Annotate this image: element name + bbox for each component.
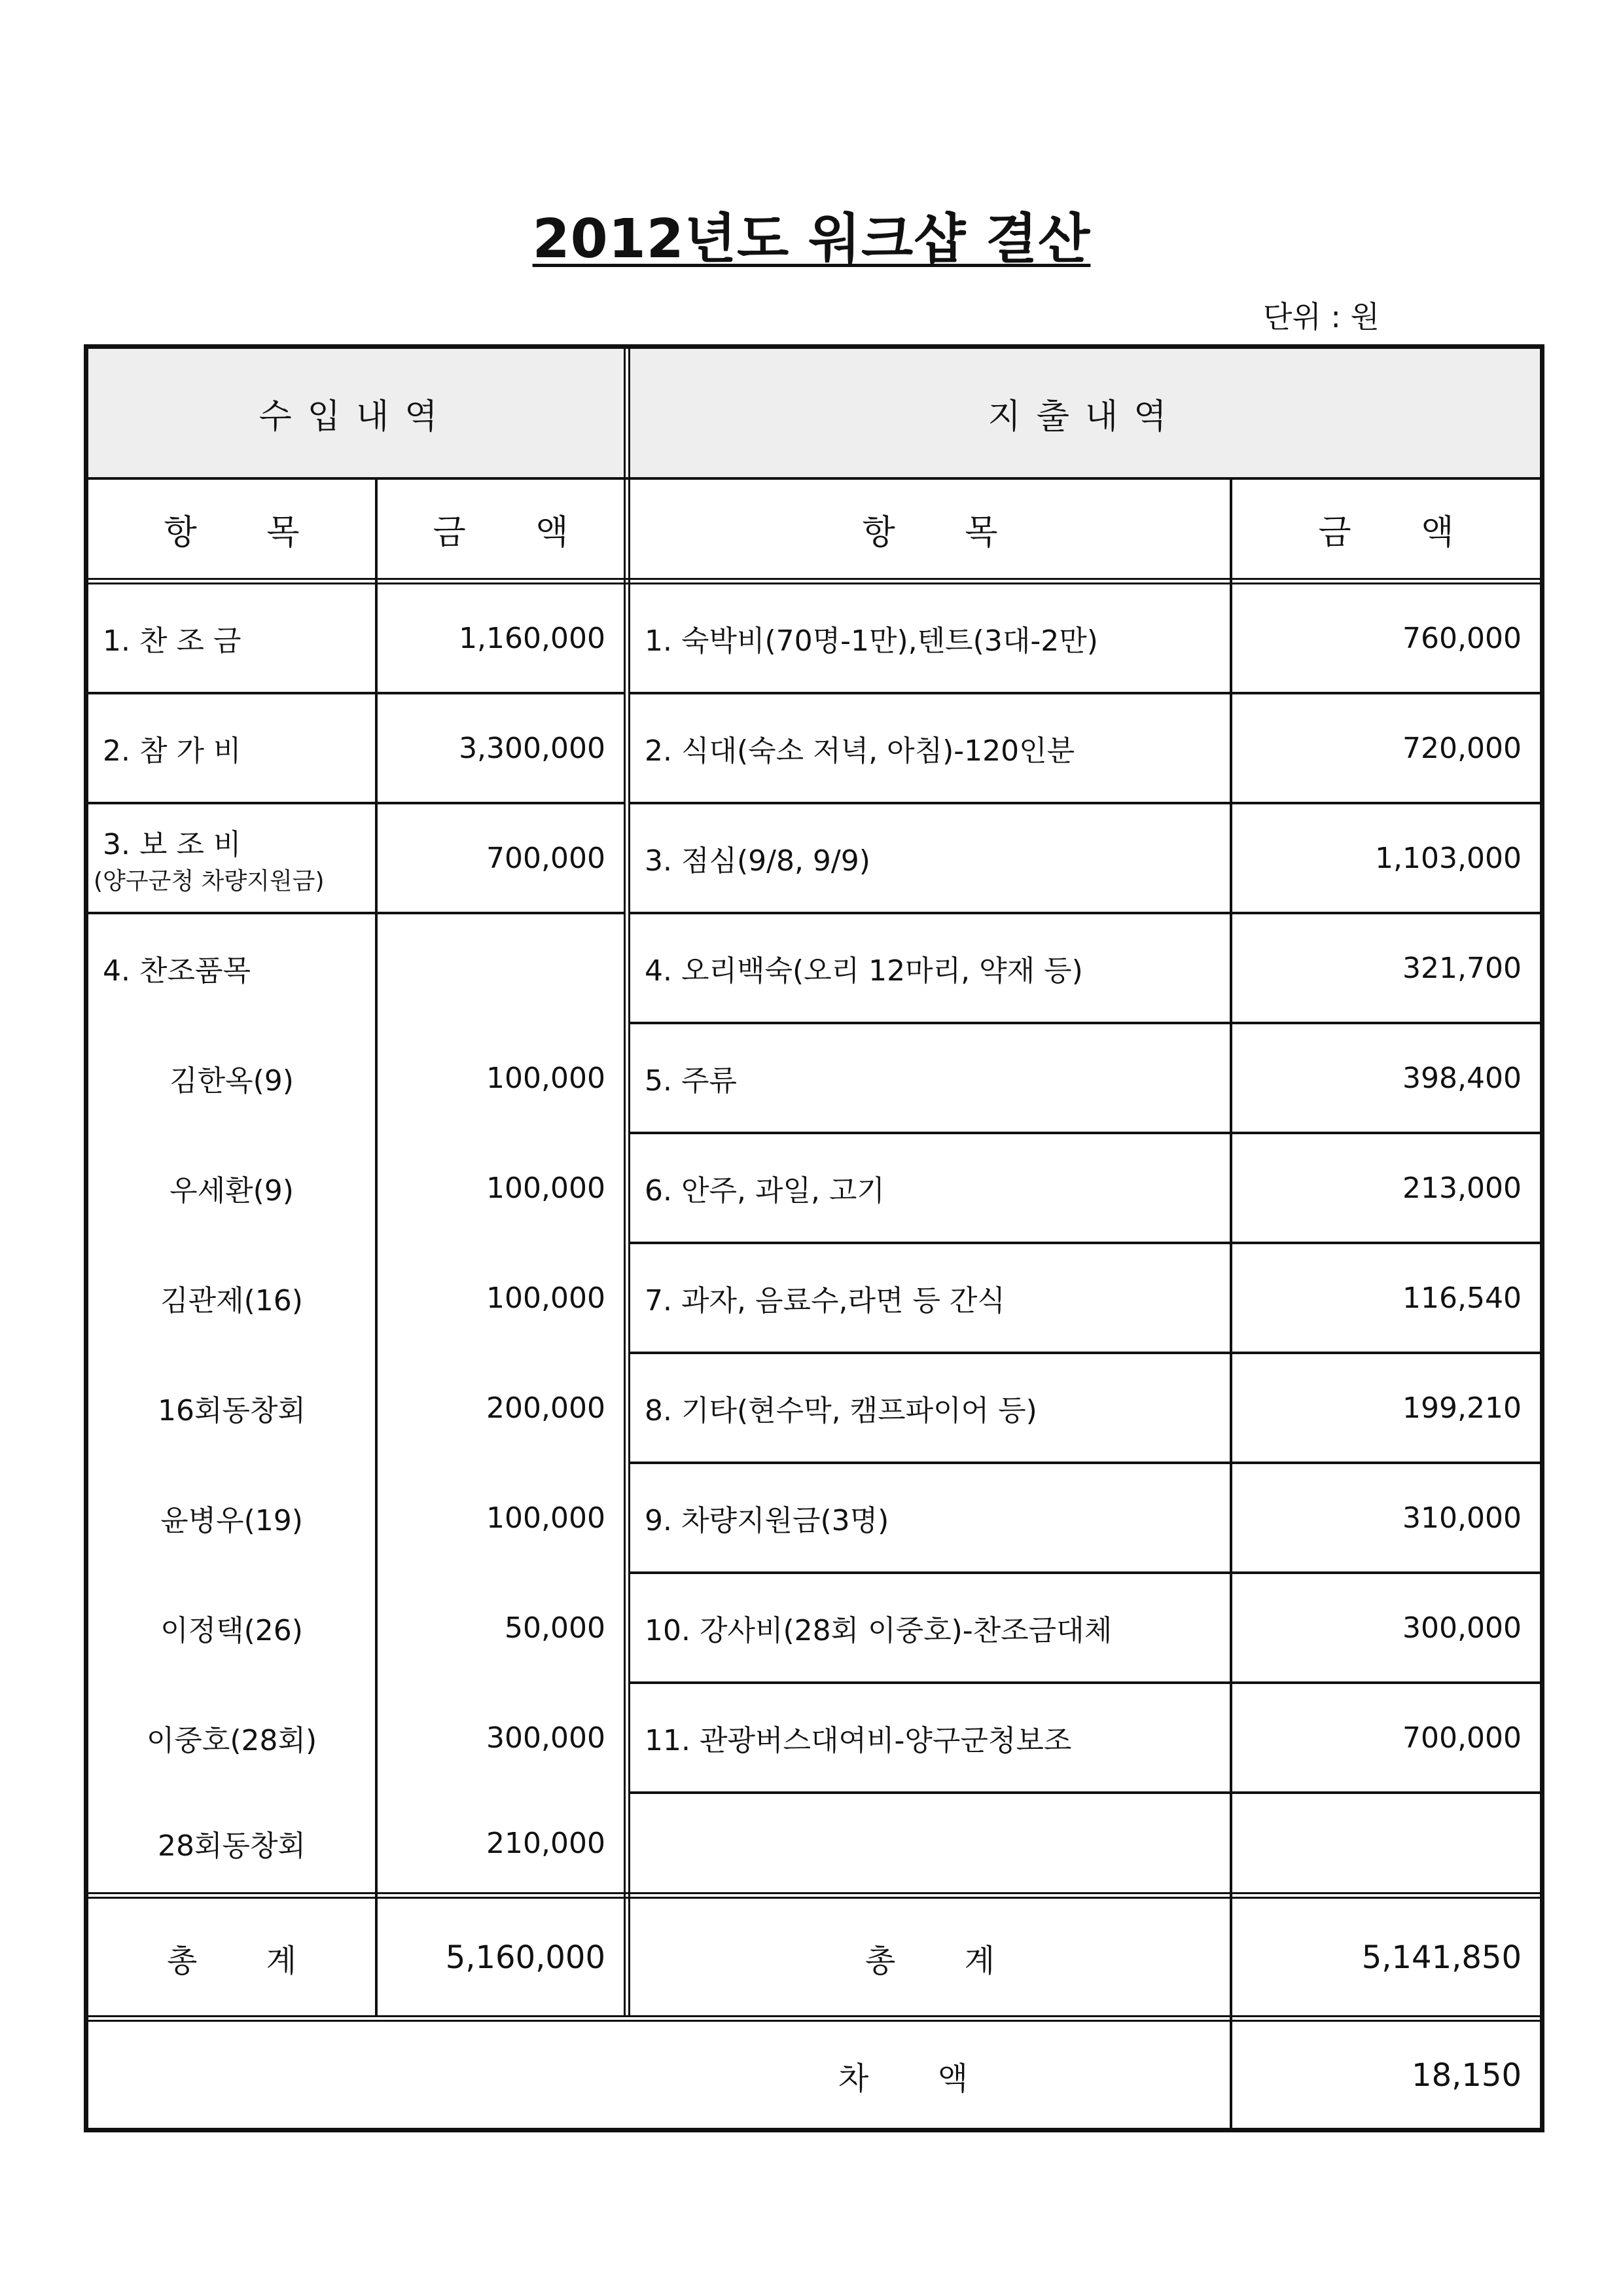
row-line	[630, 802, 1540, 804]
expense-item: 3. 점심(9/8, 9/9)	[645, 844, 870, 878]
expense-item: 11. 관광버스대여비-양구군청보조	[645, 1724, 1072, 1757]
row-line	[88, 802, 624, 804]
settlement-table	[84, 344, 1544, 2132]
income-col-divider	[375, 477, 378, 2015]
income-item: 윤병우(19)	[160, 1504, 303, 1537]
expense-amount: 398,400	[1402, 1061, 1522, 1095]
expense-amount: 1,103,000	[1375, 841, 1522, 875]
income-amount: 100,000	[486, 1281, 605, 1315]
row-line	[630, 1681, 1540, 1684]
expense-amount: 199,210	[1402, 1391, 1522, 1425]
expense-amount: 700,000	[1402, 1721, 1522, 1755]
center-divider	[624, 349, 626, 2015]
income-amount: 100,000	[486, 1061, 605, 1095]
row-line	[630, 1791, 1540, 1794]
row-line	[630, 1462, 1540, 1464]
income-item: 16회동창회	[157, 1394, 306, 1427]
row-line	[630, 692, 1540, 694]
expense-item: 10. 강사비(28회 이중호)-찬조금대체	[645, 1614, 1113, 1647]
income-amount: 3,300,000	[459, 731, 605, 765]
expense-amount: 720,000	[1402, 731, 1522, 765]
expense-amount: 213,000	[1402, 1171, 1522, 1205]
income-amount: 100,000	[486, 1501, 605, 1535]
income-item: 김관제(16)	[160, 1284, 303, 1318]
expense-item: 6. 안주, 과일, 고기	[645, 1174, 885, 1208]
difference-line	[88, 2015, 1540, 2017]
expense-item: 5. 주류	[645, 1064, 737, 1098]
income-amount: 50,000	[505, 1611, 605, 1645]
income-amount: 1,160,000	[459, 621, 605, 655]
expense-amount: 321,700	[1402, 951, 1522, 985]
income-item: 이중호(28회)	[146, 1724, 317, 1757]
income-item-note: (양구군청 차량지원금)	[94, 867, 325, 895]
income-total-label: 총 계	[167, 1942, 296, 1979]
income-amount: 700,000	[486, 841, 605, 875]
expense-amount: 116,540	[1402, 1281, 1522, 1315]
income-item: 2. 참 가 비	[103, 734, 241, 768]
income-item: 이정택(26)	[160, 1614, 303, 1647]
totals-line	[88, 1897, 1540, 1899]
expense-total-label: 총 계	[865, 1942, 995, 1979]
subheader-line	[88, 578, 1540, 580]
totals-line	[88, 1892, 1540, 1894]
income-header: 수입내역	[88, 349, 624, 477]
income-item: 28회동창회	[157, 1829, 306, 1863]
title-text: 2012년도 워크샵 결산	[532, 208, 1091, 270]
income-item: 4. 찬조품목	[103, 954, 251, 988]
income-item: 김한옥(9)	[169, 1064, 294, 1098]
row-line	[88, 912, 624, 914]
row-line	[630, 1571, 1540, 1574]
row-line	[630, 1242, 1540, 1244]
income-item: 1. 찬 조 금	[103, 624, 241, 658]
income-amount: 300,000	[486, 1721, 605, 1755]
difference-line	[88, 2020, 1540, 2022]
unit-label: 단위 : 원	[1262, 299, 1380, 334]
expense-item: 2. 식대(숙소 저녁, 아침)-120인분	[645, 734, 1075, 768]
income-amount-col-header: 금 액	[433, 512, 569, 552]
header-line	[88, 477, 1540, 480]
income-amount: 100,000	[486, 1171, 605, 1205]
expense-amount-col-header: 금 액	[1318, 512, 1454, 552]
row-line	[88, 692, 624, 694]
expense-item: 1. 숙박비(70명-1만),텐트(3대-2만)	[645, 624, 1098, 658]
income-item	[88, 804, 375, 912]
subheader-line	[88, 583, 1540, 584]
difference-amount: 18,150	[1412, 2057, 1522, 2094]
difference-label: 차 액	[838, 2060, 968, 2097]
row-line	[630, 1352, 1540, 1354]
document-title	[0, 196, 1623, 273]
expense-item-col-header: 항 목	[862, 512, 998, 552]
expense-amount: 760,000	[1402, 621, 1522, 655]
expense-total-amount: 5,141,850	[1361, 1939, 1522, 1976]
expense-amount: 310,000	[1402, 1501, 1522, 1535]
income-item: 우세환(9)	[169, 1174, 294, 1208]
row-line	[630, 1022, 1540, 1024]
income-total-amount: 5,160,000	[445, 1939, 605, 1976]
row-line	[630, 1132, 1540, 1134]
expense-header: 지출내역	[630, 349, 1540, 477]
expense-col-divider	[1230, 477, 1232, 2128]
expense-item: 7. 과자, 음료수,라면 등 간식	[645, 1284, 1005, 1318]
expense-item: 4. 오리백숙(오리 12마리, 약재 등)	[645, 954, 1083, 988]
expense-amount: 300,000	[1402, 1611, 1522, 1645]
expense-item: 8. 기타(현수막, 캠프파이어 등)	[645, 1394, 1037, 1427]
center-divider	[628, 349, 630, 2015]
expense-item: 9. 차량지원금(3명)	[645, 1504, 889, 1537]
income-item-label: 3. 보 조 비	[103, 827, 241, 861]
row-line	[630, 912, 1540, 914]
income-item-col-header: 항 목	[164, 512, 300, 552]
income-amount: 210,000	[486, 1826, 605, 1860]
income-amount: 200,000	[486, 1391, 605, 1425]
